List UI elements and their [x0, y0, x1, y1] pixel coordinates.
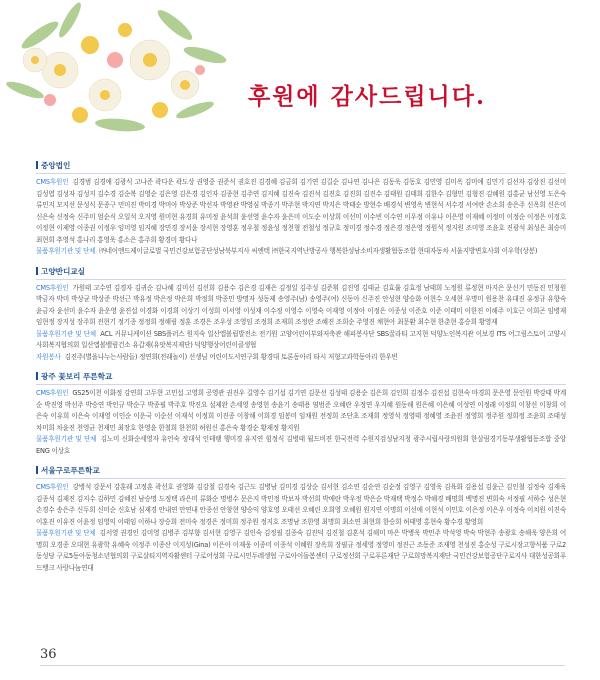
section-central-corporation	[36, 160, 566, 258]
donor-row	[36, 352, 566, 364]
footer-divider	[40, 665, 565, 666]
donor-names: 김노미 신화순세영자 유언숙 정대석 인테랭 행미경 유지연 힘정식 김병태 월드비젼 한국전력 수원지검성남지청 광주시립사랑의원회 한살림경기동부생활협동조합 중앙ENG 이상호	[36, 435, 566, 455]
donor-row	[36, 329, 566, 352]
category-label: 물품후원기관 및 단체	[36, 329, 96, 338]
donor-names: 가원태 고수연 김경자 김귀순 김나혜 김미선 김선희 김용수 김은경 김재은 김정일 김주성 김준휘 김진영 김태균 김효률 김효정 남태희 노정원 류정현 마지은 문신기 민동진 민청원 박금자 박미 박상균 박상준 박선근 박유정 박은정 박은희 박정희 박종민 방명자 성동제 송영주(남) 송영주(여) 신동아 신주진 안성현 양승화 어현수 오세현 우명미 원용찬 유대진 유정규 유향숙 윤금자 윤선미 윤수자 윤운영 윤진섭 이경화 이경희 이상기 이성희 이서영 이성재 이수정 이영수 이영숙 이재영 이정아 이정은 이종성 이준호 이준 이태미 이한진 이해주 이호근 이희곤 임병재 임현정 장지성 장주희 전현기 정기종 정정희 정해림 정훈 조경은 조우성 조영임 조정희 조재희 조정란 조혜진 조희순 주영진 채현아 최문환 최수현 한춘현 홍승희 황영재	[36, 283, 566, 326]
category-label: CMS후원인	[36, 483, 69, 491]
section-heading	[36, 465, 566, 479]
section-heading	[36, 371, 566, 385]
section-heading	[36, 160, 566, 174]
donor-names: 김서영 권경인 김미영 김병주 김부향 김서현 김영구 김인숙 김정필 김종숙 김진덕 김진철 김혼석 김해미 마은 박병욱 박민주 박석영 박숙 박현주 송광호 송해욱 양은희 어명희 오경종 오대현 유광학 유혜숙 이정주 이종산 이지성(Gina) 이은아 이재웅 이종미 이종석 이혜원 장옥희 장필규 정세영 정영미 정진근 조동준 조재영 천성진 홍순성 구로시장고향식품 구로2동성당 구로5동아동청소년협의회 구로살티지역자활센터 구로어성회 구로시민두레생협 구로아이돌봄센터 구로정선회 구로푸른재단 구로희망복지재단 국민건강보험공단구로지사 대한성공회푸드뱅크 사랑나눔연대	[36, 529, 566, 572]
category-label: 물품후원기관 및 단체	[36, 435, 97, 443]
donor-names: 김진주(별을나누는사람들) 정연희(전래놀이) 선생님 어린이도서연구회 황경대 토론동아리 타시 저형고과학동아리 한우빈	[64, 352, 398, 361]
section-title: 서울구로푸른학교	[41, 466, 100, 475]
donor-row	[36, 434, 566, 457]
donor-names: 강병석 강문서 강훈래 고정훈 곽선호 권영화 김강철 김경숙 김근도 김병남 김미경 김상순 김서현 김소연 김순연 김순정 김영구 김영욱 김육화 김용섭 김윤근 김인철 김정숙 김재욱 김종석 김재진 김지수 김하민 김혜진 남승명 도정택 라은미 류화순 명병수 문은지 박민정 박보자 박선희 박애란 박우정 박은순 박재택 박정수 박해경 배명희 백명진 변희숙 서정필 서하수 성은현 손경수 송은주 신두희 신미순 신호남 심재경 안내연 안연내 안종선 안창현 양승익 양호영 오태선 오혜린 오희영 오혜원 원지연 이명희 이선애 이현석 이민호 이은정 이은우 이정숙 이치원 이진숙 이훈진 이유진 이윤정 임영익 이태임 이하나 장승희 전미숙 정경은 정미희 정주원 정지호 조명남 조한영 최명희 최소연 최현희 한승희 허태영 홍현숙 황수경 황영희	[36, 483, 566, 526]
donor-row	[36, 388, 566, 434]
section-marker-icon	[36, 466, 38, 474]
donor-row	[36, 246, 566, 258]
section-gwangju-kkotbori	[36, 371, 566, 457]
category-label: 물품후원기관 및 단체	[36, 247, 96, 255]
flower-bouquet-illustration	[0, 0, 240, 150]
donor-list	[36, 160, 566, 582]
category-label: CMS후원인	[36, 178, 69, 186]
section-title: 고양반디교실	[41, 266, 86, 276]
donor-names: ㈜네이앤드제이글로벌 국민건강보험공단성남북부지사 씨엔텍 ㈜한국지역난방공사 행복한성남소비자생활협동조합 현대자동차 서울지방변호사회 이우학(상봉)	[99, 247, 538, 255]
section-title: 광주 꽃보리 푸른학교	[41, 372, 113, 381]
page-number: 36	[40, 647, 57, 662]
category-label: 자원봉사	[36, 352, 61, 361]
donor-row	[36, 283, 566, 329]
page-headline: 후원에 감사드립니다.	[248, 83, 486, 110]
donor-names: 김경범 김경애 김광식 고나준 곽다운 곽도상 권영중 권준식 권호진 김경혜 김금희 김기연 김길순 김나연 김나은 김동욱 김동호 김민영 김미옥 김미애 김민기 김선자 김상진 김선미 김성엽 김성자 김성지 김수경 김순복 김영순 김은영 김은경 김인자 김종현 김주연 김지혜 김진숙 김진석 김진호 김진희 김진수 김태원 김태희 김한수 김형민 김형진 김혜원 김홍균 남선영 도은숙 류민지 모지선 문성식 문종구 민미진 박미경 박미아 박상준 박선자 박영관 박영심 박종기 박주현 박지연 박지은 박태순 방현수 배경석 변영옥 변현석 서수경 서여란 손소희 송은주 신옥희 신은미 신은숙 신정숙 신주미 엄순식 오일석 오지영 원미현 유경희 유미정 윤석희 윤선영 윤수자 윤은미 이도순 이상희 이선미 이수빈 이수연 이우정 이유나 이은영 이재혜 이정미 이정순 이정은 이정호 이정현 이제영 이종권 이정우 임미영 임지혜 장민경 장서윤 장서현 장영훈 정우철 정윤성 정천형 전철성 정규호 정미경 정수경 정은경 정은영 정원석 정지원 조미영 조윤호 진광석 최성은 최승미 최현희 추영석 홍나리 홍영욱 홍소은 홍주희 황경미 황다나	[36, 178, 566, 244]
section-seoul-guro	[36, 465, 566, 574]
section-heading	[36, 266, 566, 280]
donor-row	[36, 177, 566, 246]
donor-names: ACL 커뮤니케이션 SBS플러스 원지숙 일산앱볼립발전소 전기원 고양어린이부와저축관 해피봉사단 SBS꿀라티 고지현 덕양노인복지관 이보경 ITS 어그림스토어 고양시사회복지협의회 일산앱볼밸림건소 유갑재(유앗복지재단) 덕양행상어린이클생협	[36, 329, 566, 349]
section-title: 중앙법인	[41, 161, 71, 170]
section-marker-icon	[36, 267, 38, 275]
category-label: 물품후원기관 및 단체	[36, 529, 96, 537]
section-marker-icon	[36, 372, 38, 380]
category-label: CMS후원인	[36, 283, 69, 292]
donor-row	[36, 528, 566, 574]
category-label: CMS후원인	[36, 389, 69, 397]
donor-row	[36, 482, 566, 528]
section-goyang-bandi	[36, 266, 566, 364]
section-marker-icon	[36, 161, 38, 169]
donor-names: GS25이천 이화정 강연희 고두현 고민섭 고영희 공영관 권진우 길영수 김기섭 김기연 김문선 김성태 김용순 김은희 김인희 김정수 김진섭 김현숙 마경희 문은영 문인원 박강태 박계순 박진영 박선주 박승연 박인규 박순구 박종필 박주호 박진요 설제완 손세영 송영헌 송윤기 송태용 염범준 오혜란 우정연 우지혜 원동해 원은혜 이은혜 이성연 이정래 이정희 이창선 이창희 이은숙 이유희 이은숙 이재영 이인순 이운국 이순선 이재석 이정희 이진종 이창해 이희경 임봉미 임채원 전정희 조단초 조재희 정영석 정영태 정혜영 조윤진 정영희 정주원 정희정 조윤희 조태성 차미희 차윤진 천영균 천재민 최장호 한영윤 한철희 한천희 허원신 홍은숙 황경순 황재정 황지원	[36, 389, 566, 432]
